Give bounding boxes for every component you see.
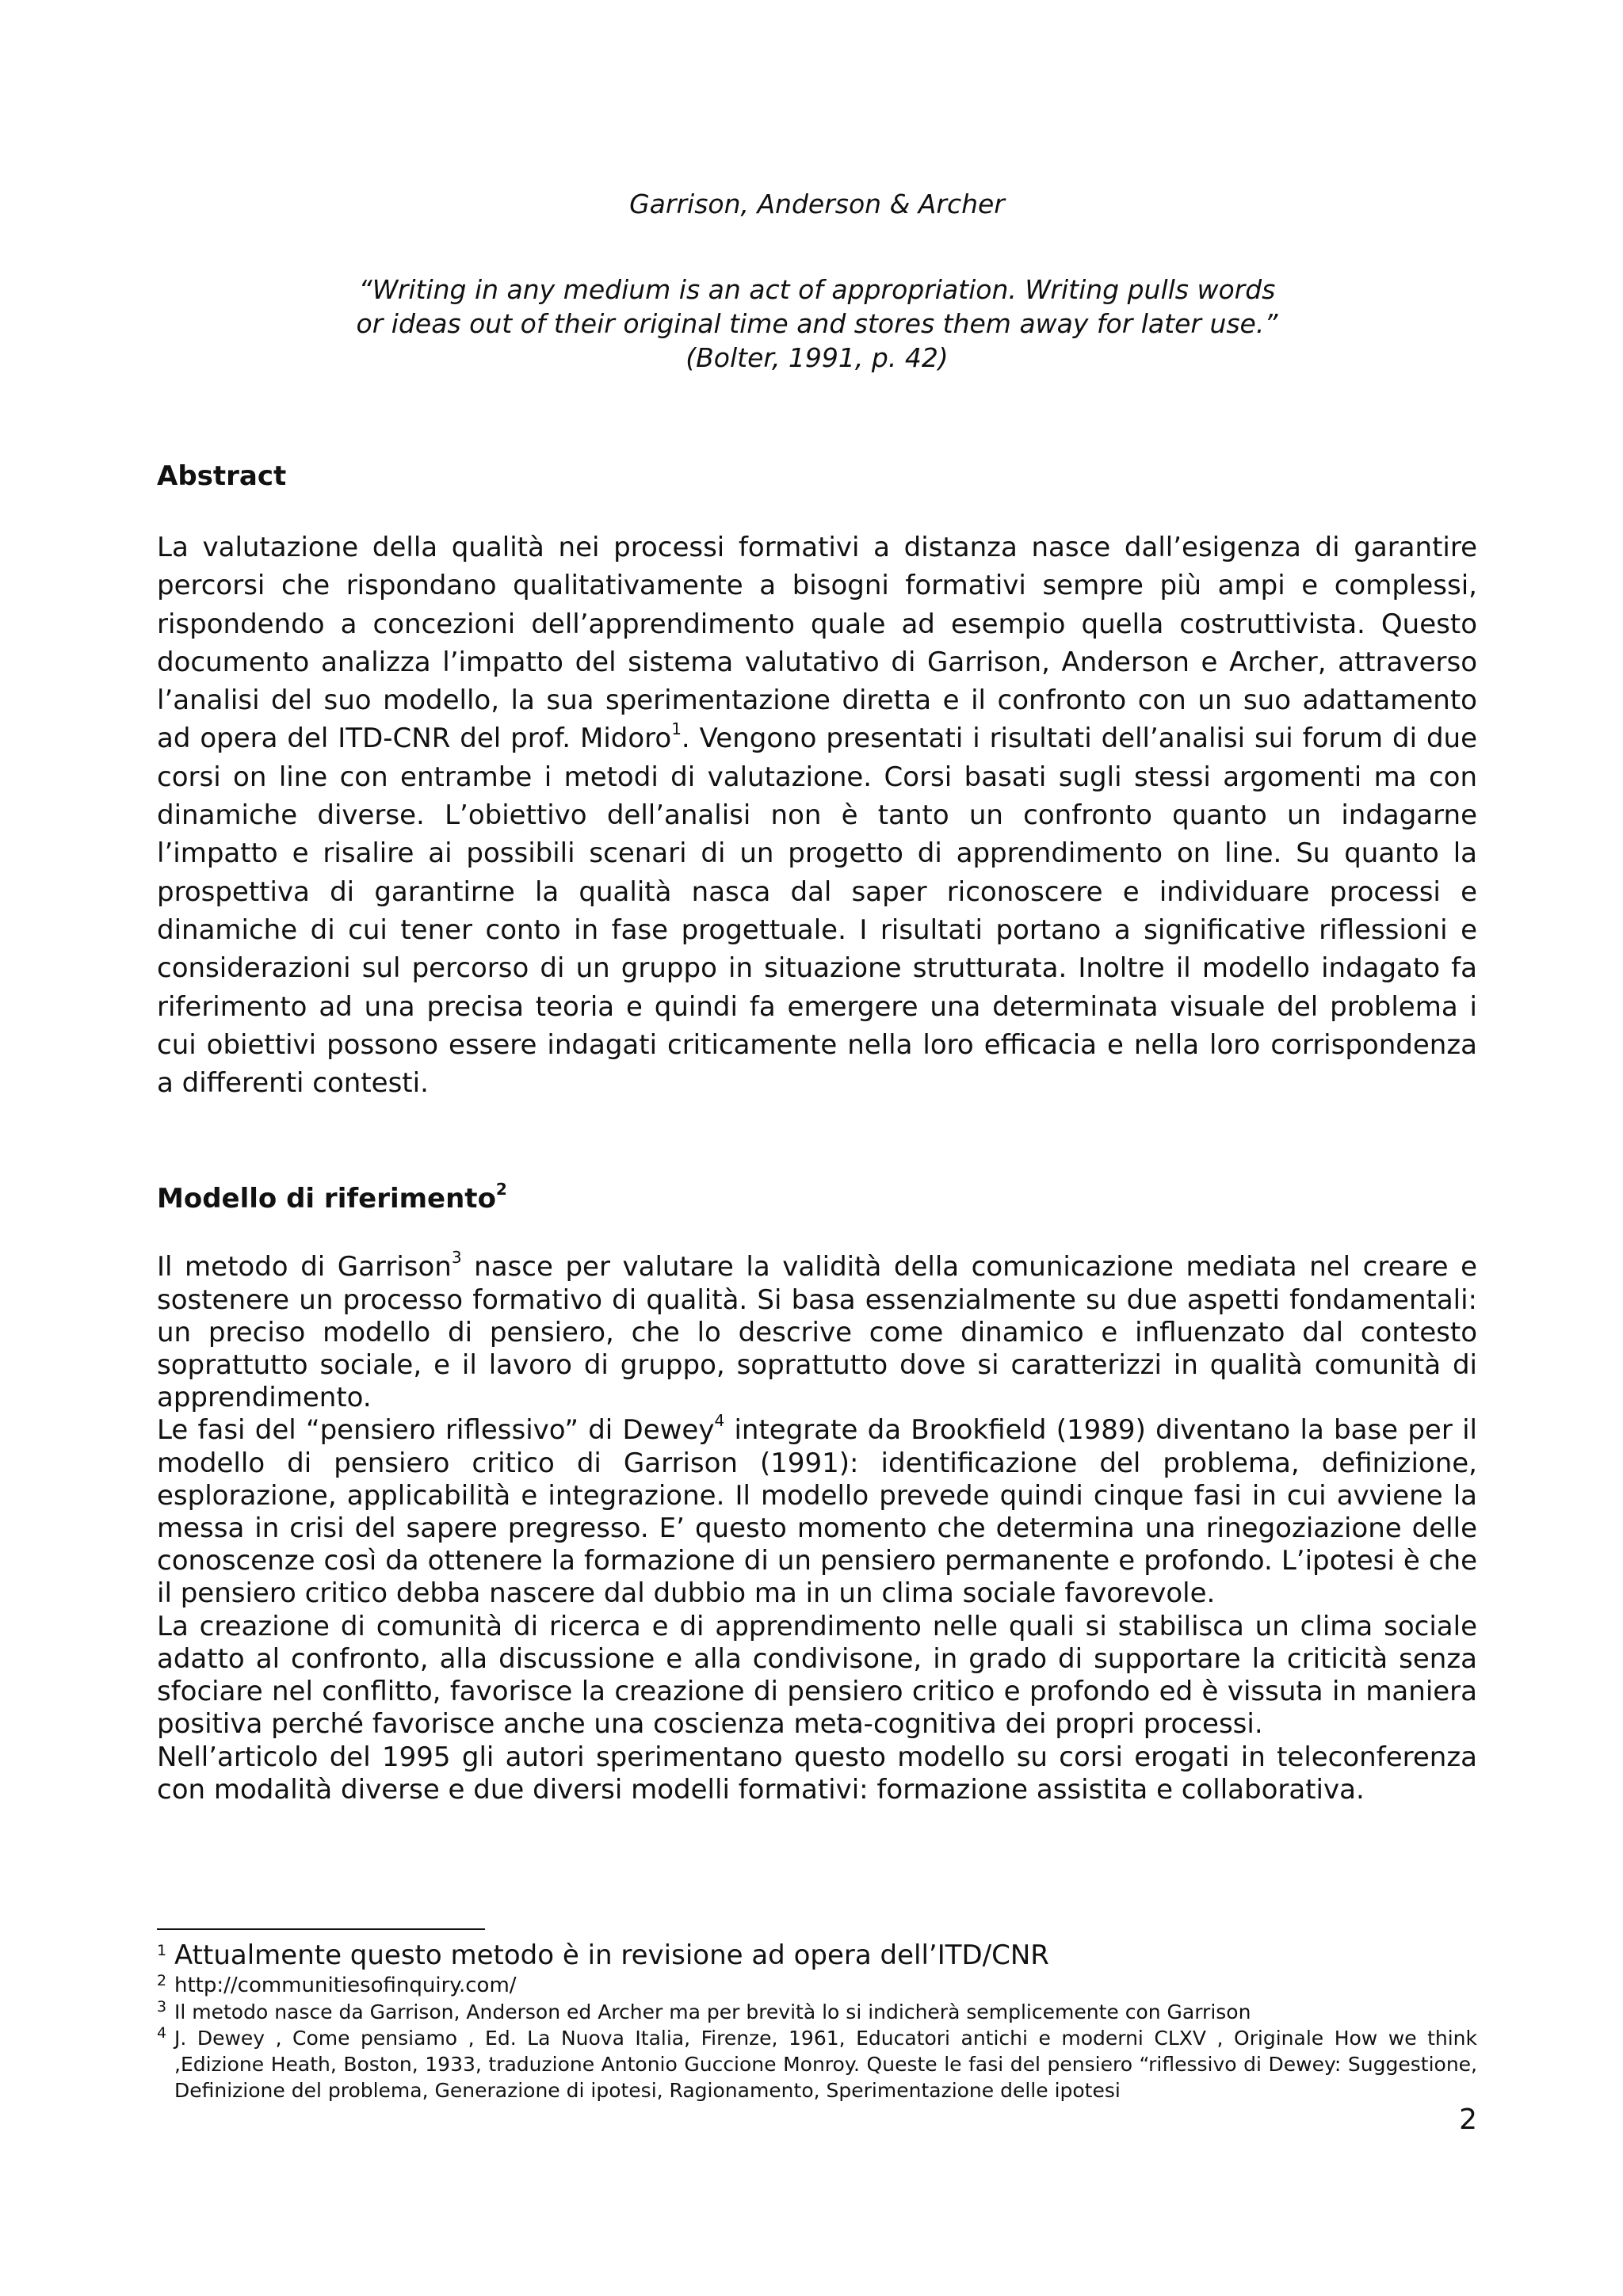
footnote-ref-2[interactable]: 2 (495, 1180, 507, 1199)
footnote-ref-3[interactable]: 3 (451, 1248, 462, 1268)
footnote-text: Il metodo nasce da Garrison, Anderson ed Archer ma per brevità lo si indicherà semplicemente con Garrison (174, 2000, 1251, 2023)
footnote-text: Attualmente questo metodo è in revisione ad opera dell’ITD/CNR (174, 1939, 1049, 1971)
footnote-number: 1 (157, 1942, 167, 1959)
footnote-separator (157, 1928, 485, 1930)
body-paragraph-1 (157, 1248, 1477, 1414)
epigraph-line-1: “Writing in any medium is an act of appropriation. Writing pulls words (358, 274, 1276, 305)
footnote-ref-1[interactable]: 1 (671, 719, 682, 739)
body-paragraph-2 (157, 1411, 1477, 1610)
epigraph-quote (157, 273, 1477, 375)
footnote-number: 4 (157, 2024, 167, 2042)
footnote-number: 2 (157, 1972, 167, 1989)
running-header: Garrison, Anderson & Archer (629, 189, 1005, 219)
footnote-1 (157, 1938, 1477, 1973)
abstract-text-2: . Vengono presentati i risultati dell’analisi sui forum di due corsi on line con entrambe i metodi di valutazione. Corsi basati sugli stessi argomenti ma con dinamiche diverse. L’obiettivo dell’analisi non è tanto un confronto quanto un indagarne l’impatto e risalire ai possibili scenari di un progetto di apprendimento on line. Su quanto la prospettiva di garantirne la qualità nasca dal saper riconoscere e individuare processi e dinamiche di cui tener conto in fase progettuale. I risultati portano a significative riflessioni e considerazioni sul percorso di un gruppo in situazione strutturata. Inoltre il modello indagato fa riferimento ad una precisa teoria e quindi fa emergere una determinata visuale del problema i cui obiettivi possono essere indagati criticamente nella loro efficacia e nella loro corrispondenza a differenti contesti. (157, 723, 1477, 1100)
abstract-heading: Abstract (157, 460, 287, 492)
body-text: integrate da Brookfield (1989) diventano la base per il modello di pensiero critico di Garrison (1991): identificazione del problema, definizione, esplorazione, applicabilità e integrazione. Il modello prevede quindi cinque fasi in cui avviene la messa in crisi del sapere pregresso. E’ questo momento che determina una rinegoziazione delle conoscenze così da ottenere la formazione di un pensiero permanente e profondo. L’ipotesi è che il pensiero critico debba nascere dal dubbio ma in un clima sociale favorevole. (157, 1414, 1477, 1610)
body-paragraph-3: La creazione di comunità di ricerca e di apprendimento nelle quali si stabilisca un clima sociale adatto al confronto, alla discussione e alla condivisone, in grado di supportare la criticità senza sfociare nel conflitto, favorisce la creazione di pensiero critico e profondo ed è vissuta in maniera positiva perché favorisce anche una coscienza meta-cognitiva dei propri processi. (157, 1610, 1477, 1741)
footnote-text: J. Dewey , Come pensiamo , Ed. La Nuova Italia, Firenze, 1961, Educatori antichi e moderni CLXV , Originale How we think ,Edizione Heath, Boston, 1933, traduzione Antonio Guccione Monroy. Queste le fasi del pensiero “riflessivo di Dewey: Suggestione, Definizione del problema, Generazione di ipotesi, Ragionamento, Sperimentazione delle ipotesi (174, 2027, 1477, 2102)
epigraph-citation: (Bolter, 1991, p. 42) (685, 342, 949, 373)
body-paragraph-4: Nell’articolo del 1995 gli autori sperimentano questo modello su corsi erogati in teleconferenza con modalità diverse e due diversi modelli formativi: formazione assistita e collaborativa. (157, 1741, 1477, 1806)
footnotes (157, 1928, 1477, 2103)
body-text: Il metodo di Garrison (157, 1251, 452, 1283)
footnote-3 (157, 1999, 1477, 2025)
section-heading-text: Modello di riferimento (157, 1183, 496, 1215)
abstract-text-1: La valutazione della qualità nei processi formativi a distanza nasce dall’esigenza di garantire percorsi che rispondano qualitativamente a bisogni formativi sempre più ampi e complessi, rispondendo a concezioni dell’apprendimento quale ad esempio quella costruttivista. Questo documento analizza l’impatto del sistema valutativo di Garrison, Anderson e Archer, attraverso l’analisi del suo modello, la sua sperimentazione diretta e il confronto con un suo adattamento ad opera del ITD-CNR del prof. Midoro (157, 532, 1477, 755)
page-content (157, 187, 1477, 1806)
footnote-4 (157, 2025, 1477, 2103)
section-heading-modello (157, 1181, 1477, 1216)
body-text: Le fasi del “pensiero riflessivo” di Dewey (157, 1414, 715, 1447)
page-number: 2 (1459, 2103, 1477, 2136)
footnote-link[interactable]: http://communitiesofinquiry.com/ (174, 1974, 517, 1997)
epigraph-line-2: or ideas out of their original time and stores them away for later use.” (356, 308, 1278, 339)
footnote-ref-4[interactable]: 4 (714, 1411, 725, 1431)
section-body (157, 1248, 1477, 1806)
body-text: nasce per valutare la validità della comunicazione mediata nel creare e sostenere un processo formativo di qualità. Si basa essenzialmente su due aspetti fondamentali: un preciso modello di pensiero, che lo descrive come dinamico e influenzato dal contesto soprattutto sociale, e il lavoro di gruppo, soprattutto dove si caratterizzi in qualità comunità di apprendimento. (157, 1251, 1477, 1414)
abstract-paragraph (157, 528, 1477, 1102)
footnote-2 (157, 1973, 1477, 1999)
footnote-number: 3 (157, 1998, 167, 2016)
